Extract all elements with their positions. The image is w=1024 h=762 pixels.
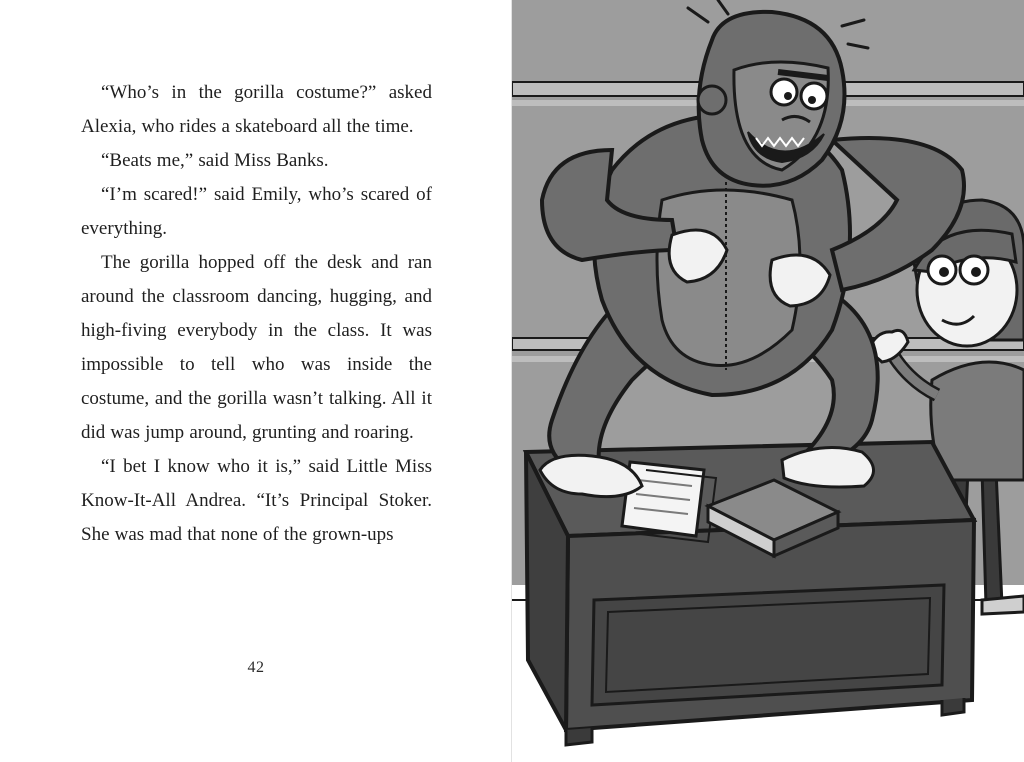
page-number: 42 bbox=[247, 659, 265, 676]
paragraph: “I bet I know who it is,” said Little Miss Know-It-All Andrea. “It’s Principal Stoker. She was mad that none of the grown-ups bbox=[81, 456, 432, 545]
illustration-page bbox=[512, 0, 1024, 762]
ear bbox=[698, 86, 726, 114]
paragraph: “I’m scared!” said Emily, who’s scared of everything. bbox=[81, 184, 432, 239]
story-text bbox=[81, 76, 432, 552]
paragraph: “Beats me,” said Miss Banks. bbox=[101, 150, 329, 171]
paragraph: The gorilla hopped off the desk and ran around the classroom dancing, hugging, and high-fiving everybody in the class. It was impossible to tell who was inside the costume, and the gorilla wasn’t talking. All it did was jump around, grunting and roaring. bbox=[81, 252, 432, 443]
paragraph: “Who’s in the gorilla costume?” asked Alexia, who rides a skateboard all the time. bbox=[81, 82, 432, 137]
gorilla-illustration bbox=[512, 0, 1024, 762]
